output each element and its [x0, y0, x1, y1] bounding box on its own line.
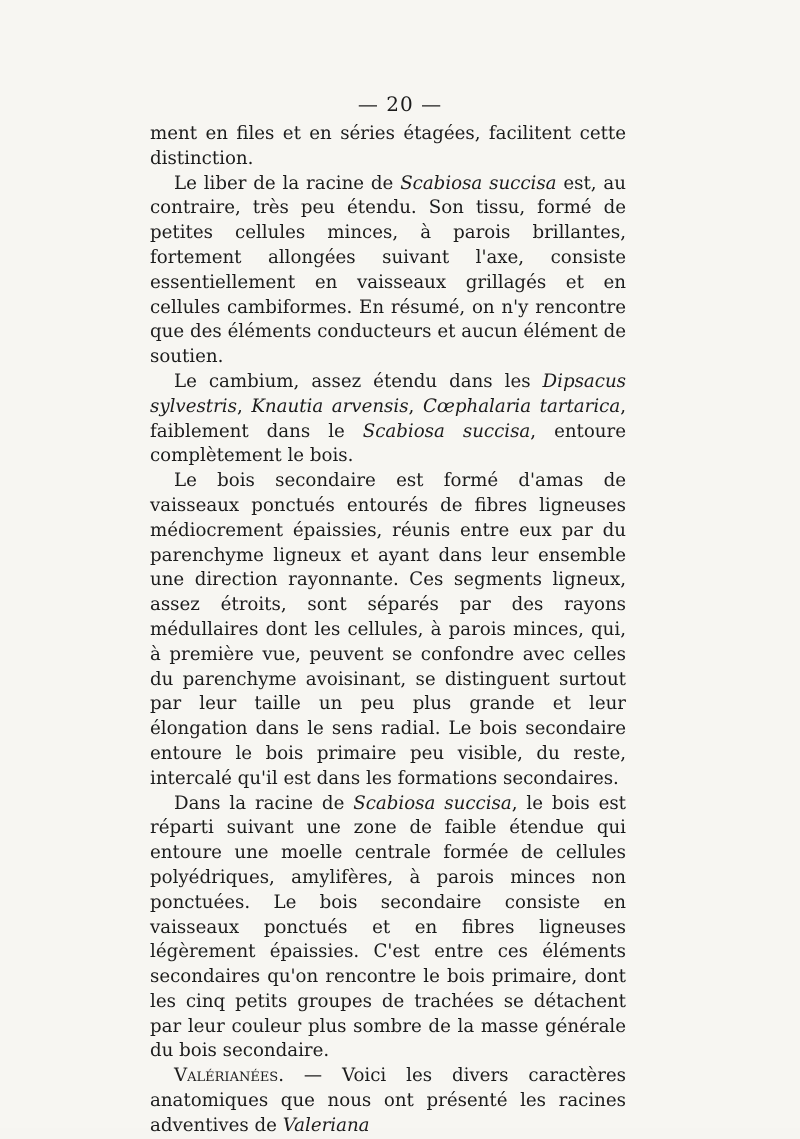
paragraph	[150, 469, 626, 791]
text-run: ment en files et en séries étagées, facilitent cette distinction.	[150, 123, 626, 169]
page-number: — 20 —	[357, 92, 443, 116]
italic-term: Valeriana	[282, 1114, 370, 1136]
italic-term: Cœphalaria tartarica	[422, 395, 621, 417]
italic-term: Scabiosa succisa	[362, 420, 531, 442]
italic-term: Scabiosa succisa	[353, 792, 512, 814]
text-run: Le bois secondaire est formé d'amas de vaisseaux ponctués entourés de fibres ligneuses médiocrement épaissies, réunis entre eux par du parenchyme ligneux et ayant dans leur ensemble une direction rayonnante. Ces segments ligneux, assez étroits, sont séparés par des rayons médullaires dont les cellules, à parois minces, qui, à première vue, peuvent se confondre avec celles du parenchyme avoisinant, se distinguent surtout par leur taille un peu plus grande et leur élongation dans le sens radial. Le bois secondaire entoure le bois primaire peu visible, du reste, intercalé qu'il est dans les formations secondaires.	[150, 470, 626, 789]
text-run: ,	[236, 395, 252, 417]
text-run: est, au contraire, très peu étendu. Son tissu, formé de petites cellules minces, à parois brillantes, fortement allongées suivant l'axe, consiste essentiellement en vaisseaux grillagés et en cellules cambiformes. En résumé, on n'y rencontre que des éléments conducteurs et aucun élément de soutien.	[150, 172, 626, 368]
body-text	[150, 122, 626, 1139]
text-run: Dans la racine de	[174, 792, 354, 814]
text-run: , faiblement dans le	[150, 395, 626, 442]
paragraph-continuation	[150, 122, 626, 172]
italic-term: Knautia arvensis	[251, 395, 409, 417]
italic-term: Scabiosa succisa	[400, 172, 557, 194]
paragraph	[150, 370, 626, 469]
text-run: , le bois est réparti suivant une zone de faible étendue qui entoure une moelle centrale formée de cellules polyédriques, amylifères, à parois minces non ponctuées. Le bois secondaire consiste en vaisseaux ponctués et en fibres ligneuses légèrement épaissies. C'est entre ces éléments secondaires qu'on rencontre le bois primaire, dont les cinq petits groupes de trachées se détachent par leur couleur plus sombre de la masse générale du bois secondaire.	[150, 792, 626, 1062]
text-run: , entoure complètement le bois.	[150, 420, 626, 467]
text-run: Le liber de la racine de	[174, 172, 401, 194]
text-run: . — Voici les divers caractères anatomiques que nous ont présenté les racines adventives de	[150, 1065, 626, 1136]
text-run: Le cambium, assez étendu dans les	[174, 370, 543, 392]
section-heading: Valérianées	[174, 1065, 279, 1087]
paragraph	[150, 172, 626, 370]
paragraph	[150, 792, 626, 1065]
text-run: ,	[408, 395, 423, 417]
italic-term: Dipsacus sylvestris	[150, 370, 626, 417]
